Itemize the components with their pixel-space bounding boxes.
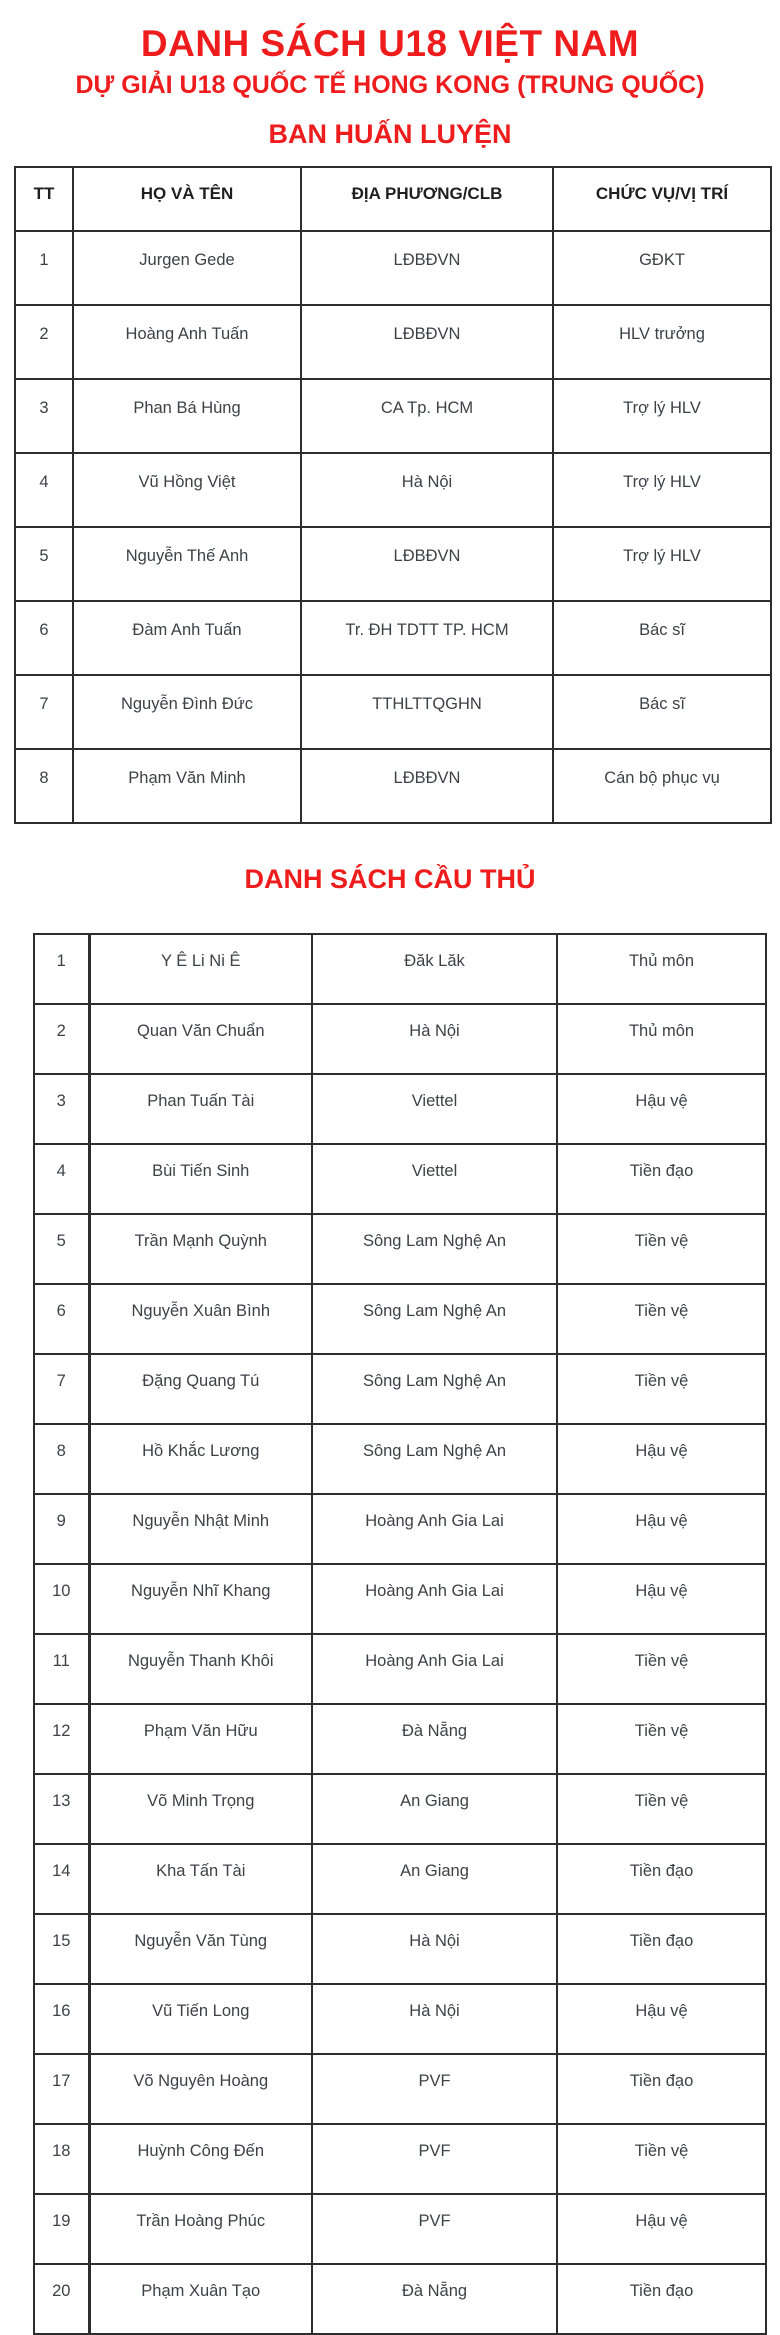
cell-person-name: Hoàng Anh Tuấn (73, 305, 301, 379)
cell-number: 3 (34, 1074, 89, 1144)
cell-role: Bác sĩ (553, 675, 771, 749)
cell-position: Thủ môn (557, 934, 766, 1004)
cell-club: PVF (312, 2194, 557, 2264)
cell-number: 5 (34, 1214, 89, 1284)
players-table (33, 933, 767, 2335)
cell-club: An Giang (312, 1774, 557, 1844)
header-row (15, 167, 771, 231)
cell-club: LĐBĐVN (301, 527, 553, 601)
cell-person-name: Phạm Văn Hữu (89, 1704, 312, 1774)
cell-person-name: Vũ Tiến Long (89, 1984, 312, 2054)
cell-position: Hậu vệ (557, 1984, 766, 2054)
cell-person-name: Nguyễn Xuân Bình (89, 1284, 312, 1354)
cell-person-name: Hồ Khắc Lương (89, 1424, 312, 1494)
cell-person-name: Phạm Xuân Tạo (89, 2264, 312, 2334)
cell-club: Sông Lam Nghệ An (312, 1424, 557, 1494)
column-header-name: HỌ VÀ TÊN (73, 167, 301, 231)
cell-club: Tr. ĐH TDTT TP. HCM (301, 601, 553, 675)
table-row (34, 1914, 766, 1984)
cell-person-name: Nguyễn Nhĩ Khang (89, 1564, 312, 1634)
cell-position: Hậu vệ (557, 1074, 766, 1144)
cell-number: 8 (34, 1424, 89, 1494)
cell-person-name: Nguyễn Văn Tùng (89, 1914, 312, 1984)
cell-club: CA Tp. HCM (301, 379, 553, 453)
cell-number: 20 (34, 2264, 89, 2334)
table-row (34, 1074, 766, 1144)
cell-position: Tiền vệ (557, 1354, 766, 1424)
table-row (34, 1284, 766, 1354)
table-row (34, 1774, 766, 1844)
cell-club: Viettel (312, 1144, 557, 1214)
cell-role: Cán bộ phục vụ (553, 749, 771, 823)
cell-club: TTHLTTQGHN (301, 675, 553, 749)
cell-person-name: Phạm Văn Minh (73, 749, 301, 823)
column-header-tt: TT (15, 167, 73, 231)
page-title: DANH SÁCH U18 VIỆT NAM (140, 23, 640, 64)
table-row (34, 2194, 766, 2264)
cell-number: 4 (34, 1144, 89, 1214)
cell-club: PVF (312, 2124, 557, 2194)
cell-club: An Giang (312, 1844, 557, 1914)
cell-person-name: Nguyễn Nhật Minh (89, 1494, 312, 1564)
cell-person-name: Jurgen Gede (73, 231, 301, 305)
cell-club: Sông Lam Nghệ An (312, 1354, 557, 1424)
cell-role: Trợ lý HLV (553, 453, 771, 527)
cell-club: Đăk Lăk (312, 934, 557, 1004)
cell-club: PVF (312, 2054, 557, 2124)
cell-number: 13 (34, 1774, 89, 1844)
table-row (34, 1214, 766, 1284)
cell-person-name: Nguyễn Thế Anh (73, 527, 301, 601)
cell-person-name: Phan Bá Hùng (73, 379, 301, 453)
cell-club: Hà Nội (312, 1914, 557, 1984)
table-row (34, 1564, 766, 1634)
cell-person-name: Võ Nguyên Hoàng (89, 2054, 312, 2124)
table-row (34, 1424, 766, 1494)
cell-role: GĐKT (553, 231, 771, 305)
table-row (34, 1634, 766, 1704)
cell-number: 18 (34, 2124, 89, 2194)
cell-position: Tiền vệ (557, 1214, 766, 1284)
cell-position: Thủ môn (557, 1004, 766, 1074)
cell-number: 2 (15, 305, 73, 379)
table-row (34, 1144, 766, 1214)
cell-club: Hà Nội (301, 453, 553, 527)
cell-person-name: Vũ Hồng Việt (73, 453, 301, 527)
table-row (34, 1984, 766, 2054)
cell-number: 16 (34, 1984, 89, 2054)
cell-number: 4 (15, 453, 73, 527)
table-row (15, 527, 771, 601)
cell-number: 10 (34, 1564, 89, 1634)
cell-club: Viettel (312, 1074, 557, 1144)
column-header-role: CHỨC VỤ/VỊ TRÍ (553, 167, 771, 231)
table-row (34, 934, 766, 1004)
cell-position: Tiền vệ (557, 1704, 766, 1774)
cell-position: Tiền đạo (557, 2264, 766, 2334)
table-row (15, 231, 771, 305)
cell-number: 9 (34, 1494, 89, 1564)
cell-number: 17 (34, 2054, 89, 2124)
column-header-club: ĐỊA PHƯƠNG/CLB (301, 167, 553, 231)
cell-role: Trợ lý HLV (553, 527, 771, 601)
cell-club: LĐBĐVN (301, 749, 553, 823)
cell-position: Tiền vệ (557, 1634, 766, 1704)
cell-number: 5 (15, 527, 73, 601)
cell-number: 19 (34, 2194, 89, 2264)
cell-club: Đà Nẵng (312, 1704, 557, 1774)
cell-position: Tiền đạo (557, 1844, 766, 1914)
cell-club: Đà Nẵng (312, 2264, 557, 2334)
table-row (34, 1704, 766, 1774)
cell-person-name: Đặng Quang Tú (89, 1354, 312, 1424)
coaching-table-body (15, 231, 771, 823)
cell-person-name: Quan Văn Chuẩn (89, 1004, 312, 1074)
cell-position: Hậu vệ (557, 1424, 766, 1494)
cell-person-name: Trần Mạnh Quỳnh (89, 1214, 312, 1284)
cell-person-name: Kha Tấn Tài (89, 1844, 312, 1914)
cell-person-name: Bùi Tiến Sinh (89, 1144, 312, 1214)
players-table-body (34, 934, 766, 2334)
cell-person-name: Trần Hoàng Phúc (89, 2194, 312, 2264)
table-row (34, 1494, 766, 1564)
cell-club: LĐBĐVN (301, 231, 553, 305)
table-row (15, 749, 771, 823)
table-row (34, 2264, 766, 2334)
cell-club: Sông Lam Nghệ An (312, 1284, 557, 1354)
cell-number: 7 (15, 675, 73, 749)
cell-number: 2 (34, 1004, 89, 1074)
coaching-section-heading: BAN HUẤN LUYỆN (268, 119, 512, 150)
cell-number: 12 (34, 1704, 89, 1774)
cell-club: Hà Nội (312, 1004, 557, 1074)
cell-number: 6 (15, 601, 73, 675)
cell-person-name: Huỳnh Công Đến (89, 2124, 312, 2194)
cell-position: Tiền vệ (557, 1284, 766, 1354)
table-row (34, 1354, 766, 1424)
table-row (34, 1844, 766, 1914)
table-row (15, 379, 771, 453)
page-subtitle: DỰ GIẢI U18 QUỐC TẾ HONG KONG (TRUNG QUỐC) (75, 70, 705, 99)
table-row (34, 1004, 766, 1074)
cell-position: Tiền vệ (557, 2124, 766, 2194)
cell-number: 15 (34, 1914, 89, 1984)
cell-number: 14 (34, 1844, 89, 1914)
cell-number: 11 (34, 1634, 89, 1704)
table-row (34, 2124, 766, 2194)
cell-number: 1 (15, 231, 73, 305)
table-row (15, 675, 771, 749)
cell-role: Trợ lý HLV (553, 379, 771, 453)
cell-number: 6 (34, 1284, 89, 1354)
cell-club: Hoàng Anh Gia Lai (312, 1634, 557, 1704)
cell-position: Tiền đạo (557, 1914, 766, 1984)
cell-number: 8 (15, 749, 73, 823)
players-section-heading: DANH SÁCH CẦU THỦ (244, 864, 536, 895)
cell-role: Bác sĩ (553, 601, 771, 675)
cell-position: Tiền vệ (557, 1774, 766, 1844)
cell-position: Tiền đạo (557, 2054, 766, 2124)
cell-club: Sông Lam Nghệ An (312, 1214, 557, 1284)
cell-position: Hậu vệ (557, 1564, 766, 1634)
table-row (34, 2054, 766, 2124)
cell-number: 3 (15, 379, 73, 453)
table-row (15, 601, 771, 675)
cell-number: 1 (34, 934, 89, 1004)
coaching-staff-table (14, 166, 772, 824)
cell-position: Tiền đạo (557, 1144, 766, 1214)
coaching-table-header (15, 167, 771, 231)
cell-club: LĐBĐVN (301, 305, 553, 379)
cell-person-name: Nguyễn Đình Đức (73, 675, 301, 749)
cell-person-name: Nguyễn Thanh Khôi (89, 1634, 312, 1704)
table-row (15, 453, 771, 527)
cell-person-name: Y Ê Li Ni Ê (89, 934, 312, 1004)
cell-role: HLV trưởng (553, 305, 771, 379)
cell-position: Hậu vệ (557, 2194, 766, 2264)
cell-number: 7 (34, 1354, 89, 1424)
cell-club: Hoàng Anh Gia Lai (312, 1494, 557, 1564)
cell-club: Hoàng Anh Gia Lai (312, 1564, 557, 1634)
cell-club: Hà Nội (312, 1984, 557, 2054)
cell-person-name: Đàm Anh Tuấn (73, 601, 301, 675)
table-row (15, 305, 771, 379)
cell-person-name: Võ Minh Trọng (89, 1774, 312, 1844)
cell-person-name: Phan Tuấn Tài (89, 1074, 312, 1144)
cell-position: Hậu vệ (557, 1494, 766, 1564)
